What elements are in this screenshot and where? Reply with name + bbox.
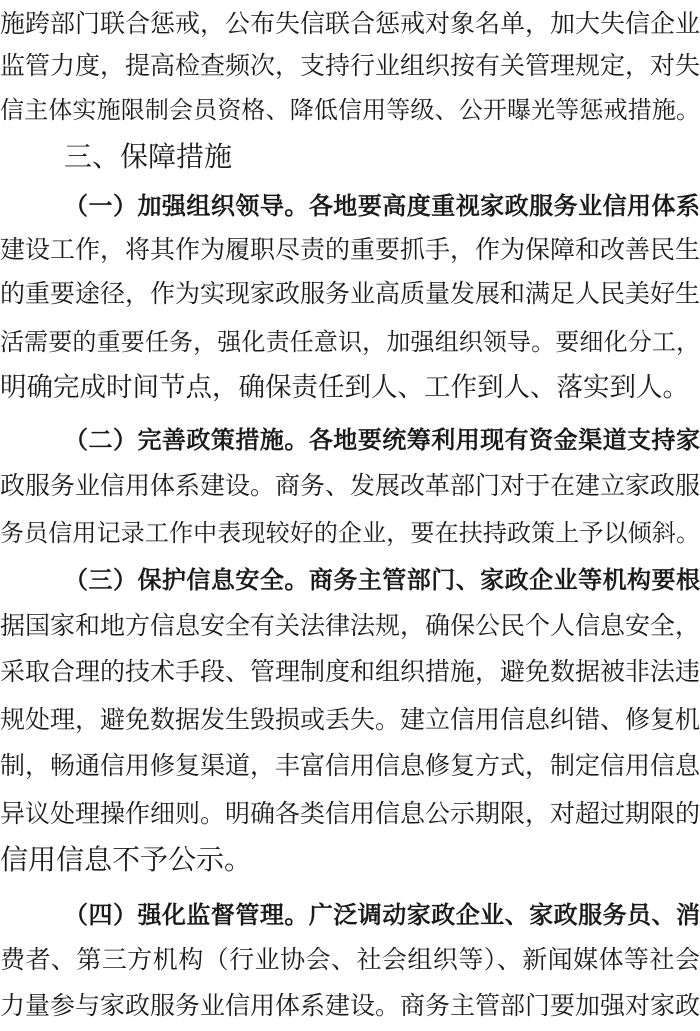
text-line: 施跨部门联合惩戒，公布失信联合惩戒对象名单，加大失信企业 bbox=[0, 9, 700, 38]
subsection-number: （三） bbox=[64, 566, 138, 594]
section-heading: 三、保障措施 bbox=[64, 140, 233, 173]
text-line: 据国家和地方信息安全有关法律法规，确保公民个人信息安全， bbox=[0, 611, 700, 640]
subsection-title: 完善政策措施。各地要统筹利用现有资金渠道支持家 bbox=[137, 426, 700, 454]
text-line: 务员信用记录工作中表现较好的企业，要在扶持政策上予以倾斜。 bbox=[0, 519, 700, 547]
subsection-title: 保护信息安全。商务主管部门、家政企业等机构要根 bbox=[137, 566, 700, 594]
text-line: 异议处理操作细则。明确各类信用信息公示期限，对超过期限的 bbox=[0, 799, 700, 828]
subsection-title: 强化监督管理。广泛调动家政企业、家政服务员、消 bbox=[137, 901, 700, 929]
subsection-number: （一） bbox=[64, 192, 138, 220]
paragraph-start-line bbox=[0, 182, 700, 230]
subsection-title: 加强组织领导。各地要高度重视家政服务业信用体系 bbox=[137, 192, 700, 220]
text-line: 规处理，避免数据发生毁损或丢失。建立信用信息纠错、修复机 bbox=[0, 705, 700, 734]
text-line: 力量参与家政服务业信用体系建设。商务主管部门要加强对家政 bbox=[0, 991, 700, 1020]
subsection-number: （二） bbox=[64, 426, 138, 454]
text-line: 建设工作，将其作为履职尽责的重要抓手，作为保障和改善民生 bbox=[0, 235, 700, 264]
subsection-number: （四） bbox=[64, 901, 138, 929]
text-line: 明确完成时间节点，确保责任到人、工作到人、落实到人。 bbox=[0, 372, 689, 403]
text-line: 信用信息不予公示。 bbox=[0, 843, 253, 876]
text-line: 采取合理的技术手段、管理制度和组织措施，避免数据被非法违 bbox=[0, 657, 700, 686]
text-line: 信主体实施限制会员资格、降低信用等级、公开曝光等惩戒措施。 bbox=[0, 96, 700, 124]
paragraph-start-line bbox=[0, 416, 700, 464]
paragraph-start-line bbox=[0, 556, 700, 604]
text-line: 活需要的重要任务，强化责任意识，加强组织领导。要细化分工， bbox=[0, 328, 700, 356]
text-line: 的重要途径，作为实现家政服务业高质量发展和满足人民美好生 bbox=[0, 279, 700, 308]
text-line: 监管力度，提高检查频次，支持行业组织按有关管理规定，对失 bbox=[0, 51, 700, 80]
text-line: 费者、第三方机构（行业协会、社会组织等）、新闻媒体等社会 bbox=[0, 945, 700, 974]
text-line: 政服务业信用体系建设。商务、发展改革部门对于在建立家政服 bbox=[0, 471, 700, 500]
text-line: 制，畅通信用修复渠道，丰富信用信息修复方式，制定信用信息 bbox=[0, 751, 700, 780]
paragraph-start-line bbox=[0, 891, 700, 939]
